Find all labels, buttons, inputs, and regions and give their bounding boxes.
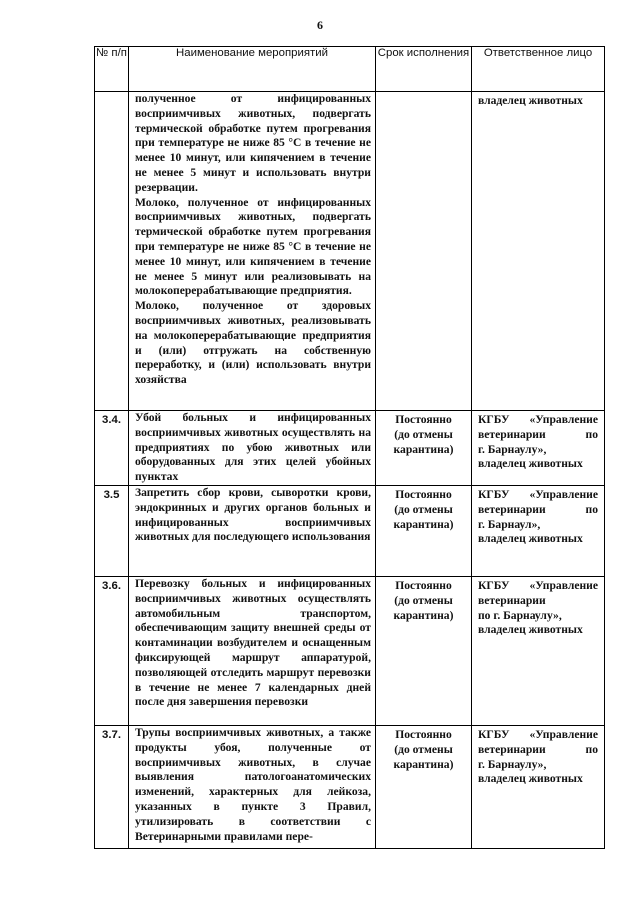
header-term: Срок исполнения: [376, 47, 472, 92]
responsible-line: владелец животных: [478, 94, 583, 107]
row-num: [95, 92, 129, 411]
table-row: [95, 92, 605, 411]
term-line: карантина): [393, 608, 454, 622]
row-description: [129, 485, 376, 576]
term-line: Постоянно: [395, 487, 452, 501]
description-paragraph: полученное от инфицированных восприимчивых животных, подвергать термической обработке путем прогревания при температуре не ниже 85 °С в течение не менее 10 минут, или кипячением в течение не менее 5 минут и использовать внутри резервации.: [135, 92, 371, 194]
responsible-line: г. Барнаулу»,: [478, 442, 547, 456]
header-name: Наименование мероприятий: [129, 47, 376, 92]
term-line: (до отмены: [394, 502, 453, 516]
page-number: 6: [317, 18, 323, 32]
responsible-line: г. Барнаулу»,: [478, 757, 547, 771]
row-term: [376, 485, 472, 576]
responsible-line: ветеринарии по: [478, 427, 598, 441]
responsible-line: КГБУ «Управление: [478, 487, 598, 501]
description-paragraph: Трупы восприимчивых животных, а также продукты убоя, полученные от восприимчивых животных, в случае выявления патологоанатомических изменений, характерных для лейкоза, указанных в пункте 3 Правил, утилизировать в соответствии с Ветеринарными правилами пере-: [135, 725, 371, 843]
row-description: [129, 411, 376, 486]
header-num: № п/п: [95, 47, 129, 92]
responsible-line: ветеринарии: [478, 593, 546, 607]
responsible-line: по г. Барнаулу»,: [478, 608, 562, 622]
term-line: (до отмены: [394, 593, 453, 607]
table-row: [95, 411, 605, 486]
row-responsible: [472, 411, 605, 486]
row-description: [129, 725, 376, 848]
term-line: карантина): [393, 442, 454, 456]
row-term: [376, 411, 472, 486]
term-line: Постоянно: [395, 413, 452, 426]
term-line: (до отмены: [394, 427, 453, 441]
header-responsible: Ответственное лицо: [472, 47, 605, 92]
description-paragraph: Молоко, полученное от инфицированных восприимчивых животных, подвергать термической обработке путем прогревания при температуре не ниже 85 °С в течение не менее 10 минут, или кипячением в течение не менее 5 минут или реализовывать на молокоперерабатывающие предприятия.: [135, 195, 371, 298]
term-line: (до отмены: [394, 742, 453, 756]
responsible-line: ветеринарии по: [478, 502, 598, 516]
row-num: 3.6.: [95, 576, 129, 725]
row-num: 3.5: [95, 485, 129, 576]
responsible-line: г. Барнаул»,: [478, 517, 541, 531]
responsible-line: КГБУ «Управление: [478, 578, 598, 592]
table-row: [95, 725, 605, 848]
term-line: карантина): [393, 757, 454, 771]
row-term: [376, 92, 472, 411]
responsible-line: КГБУ «Управление: [478, 413, 598, 426]
responsible-line: владелец животных: [478, 532, 583, 546]
row-description: [129, 92, 376, 411]
measures-table: [94, 46, 605, 849]
row-num: 3.7.: [95, 725, 129, 848]
responsible-line: владелец животных: [478, 772, 583, 786]
term-line: Постоянно: [395, 578, 452, 592]
table-header-row: [95, 47, 605, 92]
description-paragraph: Запретить сбор крови, сыворотки крови, эндокринных и других органов больных и инфицированных восприимчивых животных для последующего использования: [135, 485, 371, 544]
table-row: [95, 576, 605, 725]
row-responsible: [472, 725, 605, 848]
row-responsible: [472, 576, 605, 725]
row-num: 3.4.: [95, 411, 129, 486]
term-line: Постоянно: [395, 727, 452, 741]
responsible-line: владелец животных: [478, 457, 583, 471]
responsible-line: ветеринарии по: [478, 742, 598, 756]
row-responsible: [472, 485, 605, 576]
row-responsible: [472, 92, 605, 411]
row-term: [376, 576, 472, 725]
responsible-line: владелец животных: [478, 623, 583, 637]
table-row: [95, 485, 605, 576]
description-paragraph: Убой больных и инфицированных восприимчивых животных осуществлять на предприятиях по убою животных или оборудованных для этих целей убойных пунктах: [135, 411, 371, 484]
description-paragraph: Молоко, полученное от здоровых восприимчивых животных, реализовывать на молокоперерабатывающие предприятия и (или) отгружать на собственную переработку, и (или) использовать внутри хозяйства: [135, 299, 371, 387]
row-term: [376, 725, 472, 848]
responsible-line: КГБУ «Управление: [478, 727, 598, 741]
row-description: [129, 576, 376, 725]
description-paragraph: Перевозку больных и инфицированных восприимчивых животных осуществлять автомобильным транспортом, обеспечивающим защиту внешней среды от контаминации возбудителем и оснащенным фиксирующей маршрут аппаратурой, позволяющей отследить маршрут перевозки в течение не менее 7 календарных дней после дня завершения перевозки: [135, 576, 371, 709]
term-line: карантина): [393, 517, 454, 531]
